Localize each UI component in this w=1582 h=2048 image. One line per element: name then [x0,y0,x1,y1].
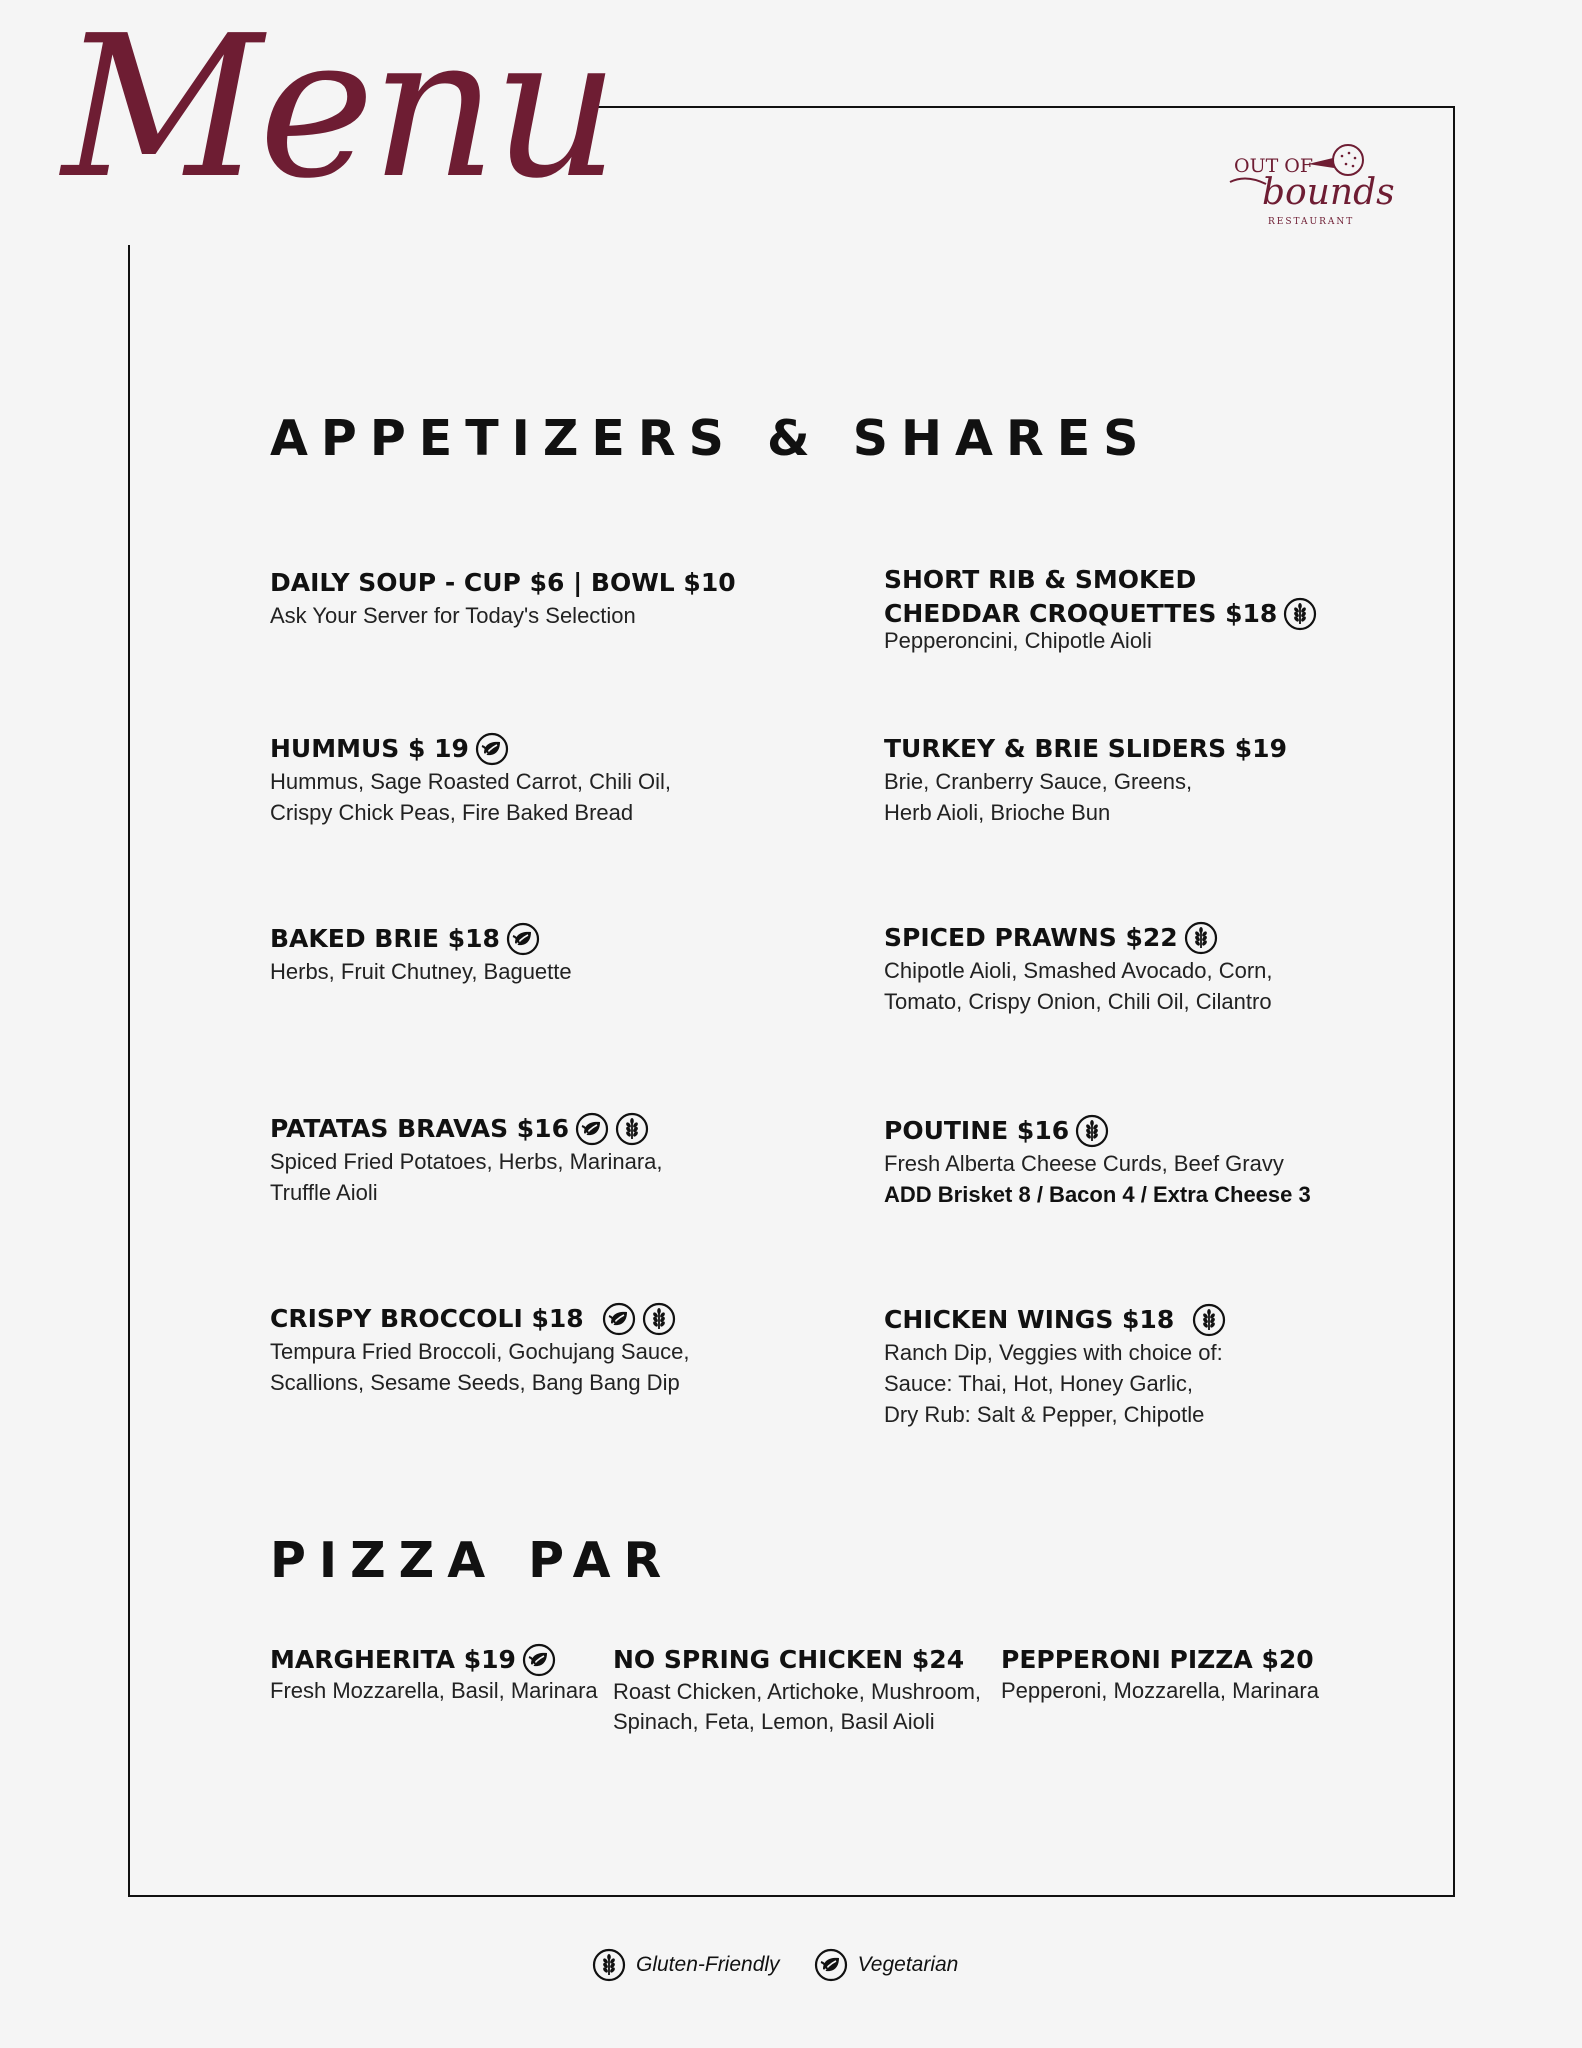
item-description: Sauce: Thai, Hot, Honey Garlic, [884,1371,1193,1396]
item-name: CHICKEN WINGS $18 [884,1302,1226,1337]
item-description: Tempura Fried Broccoli, Gochujang Sauce, [270,1339,690,1364]
item-name: MARGHERITA $19 [270,1642,598,1677]
menu-item-poutine [884,1113,1311,1210]
item-description: Ranch Dip, Veggies with choice of: [884,1340,1223,1365]
menu-item-hummus [270,731,671,828]
item-name: NO SPRING CHICKEN $24 [613,1645,965,1674]
item-description: Hummus, Sage Roasted Carrot, Chili Oil, [270,769,672,794]
item-description: Pepperoni, Mozzarella, Marinara [1001,1678,1319,1703]
item-name: HUMMUS $ 19 [270,731,671,766]
dietary-legend [592,1948,958,1982]
item-name: PEPPERONI PIZZA $20 [1001,1645,1314,1674]
item-add-ons: ADD Brisket 8 / Bacon 4 / Extra Cheese 3 [884,1182,1311,1207]
wheat-icon [592,1948,626,1982]
menu-item-short-rib-croquettes [884,563,1317,656]
logo-line1: OUT OF [1234,155,1314,177]
section-title-pizza: PIZZA PAR [270,1532,675,1589]
frame-top-line [590,106,1455,108]
frame-bottom-line [128,1895,1455,1897]
frame-left-line [128,245,130,1897]
item-description: Truffle Aioli [270,1180,378,1205]
item-name: PATATAS BRAVAS $16 [270,1111,663,1146]
wheat-icon [1283,597,1317,631]
leaf-icon [475,732,509,766]
item-name: BAKED BRIE $18 [270,921,572,956]
menu-item-patatas-bravas [270,1111,663,1208]
item-description: Spinach, Feta, Lemon, Basil Aioli [613,1709,935,1734]
item-description: Ask Your Server for Today's Selection [270,603,636,628]
leaf-icon [814,1948,848,1982]
wheat-icon [1184,921,1218,955]
item-description: Spiced Fried Potatoes, Herbs, Marinara, [270,1149,663,1174]
item-name: SHORT RIB & SMOKED [884,565,1197,594]
item-name: CRISPY BROCCOLI $18 [270,1301,689,1336]
item-description: Brie, Cranberry Sauce, Greens, [884,769,1193,794]
item-description: Dry Rub: Salt & Pepper, Chipotle [884,1402,1205,1427]
restaurant-logo [1226,138,1396,230]
menu-item-no-spring-chicken [613,1642,981,1737]
golf-ball-icon [1333,145,1363,175]
menu-item-turkey-brie-sliders [884,731,1287,828]
leaf-icon [506,922,540,956]
item-name: POUTINE $16 [884,1113,1311,1148]
menu-item-margherita [270,1642,598,1705]
item-description: Chipotle Aioli, Smashed Avocado, Corn, [884,958,1273,983]
item-name: TURKEY & BRIE SLIDERS $19 [884,734,1287,763]
leaf-icon [522,1643,556,1677]
wheat-icon [642,1302,676,1336]
item-description: Fresh Mozzarella, Basil, Marinara [270,1678,598,1703]
leaf-icon [602,1302,636,1336]
menu-item-spiced-prawns [884,920,1273,1017]
item-description: Herbs, Fruit Chutney, Baguette [270,959,572,984]
wheat-icon [615,1112,649,1146]
item-name: DAILY SOUP - CUP $6 | BOWL $10 [270,568,736,597]
item-description: Scallions, Sesame Seeds, Bang Bang Dip [270,1370,680,1395]
wheat-icon [1075,1114,1109,1148]
item-description: Pepperoncini, Chipotle Aioli [884,628,1152,653]
menu-item-chicken-wings [884,1302,1226,1430]
menu-item-baked-brie [270,921,572,987]
menu-title: Menu [62,0,616,222]
logo-line3: RESTAURANT [1268,217,1355,227]
item-description: Fresh Alberta Cheese Curds, Beef Gravy [884,1151,1284,1176]
logo-line2: bounds [1262,172,1395,213]
section-title-appetizers: APPETIZERS & SHARES [270,410,1152,467]
item-description: Tomato, Crispy Onion, Chili Oil, Cilantro [884,989,1272,1014]
item-description: Roast Chicken, Artichoke, Mushroom, [613,1679,982,1704]
leaf-icon [575,1112,609,1146]
wheat-icon [1192,1303,1226,1337]
item-name: SPICED PRAWNS $22 [884,920,1273,955]
item-description: Crispy Chick Peas, Fire Baked Bread [270,800,634,825]
legend-gluten-friendly: Gluten-Friendly [636,1953,780,1976]
frame-right-line [1453,106,1455,1897]
legend-vegetarian: Vegetarian [857,1953,959,1976]
menu-item-daily-soup [270,565,736,631]
item-description: Herb Aioli, Brioche Bun [884,800,1111,825]
menu-item-crispy-broccoli [270,1301,689,1398]
item-name-line2: CHEDDAR CROQUETTES $18 [884,597,1317,631]
menu-item-pepperoni-pizza [1001,1642,1319,1705]
